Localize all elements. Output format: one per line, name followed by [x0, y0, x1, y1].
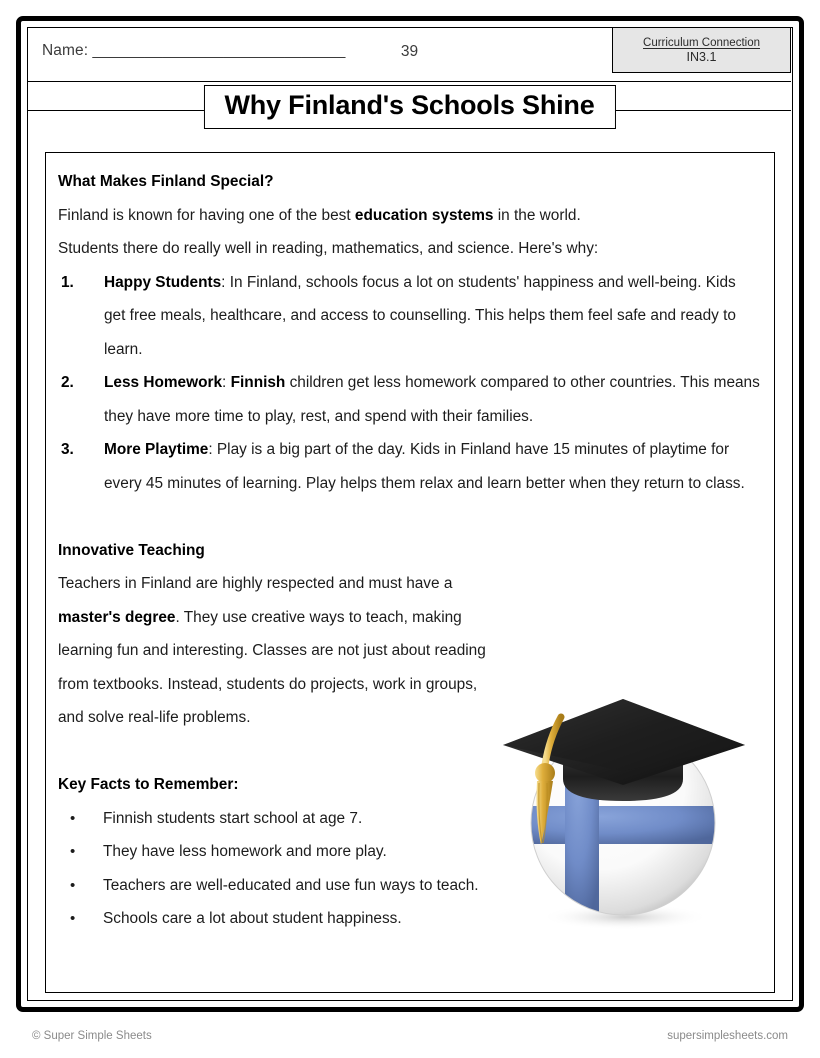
list-item-number: 2. [61, 374, 74, 391]
list-item-text: children get less homework compared to other countries. This means they have more time to play, rest, and spend with their families. [104, 374, 760, 425]
footer-website[interactable]: supersimplesheets.com [667, 1030, 788, 1042]
name-field-label[interactable]: Name: _____________________________ [42, 42, 346, 59]
section-heading-key-facts: Key Facts to Remember: [58, 776, 239, 793]
numbered-reasons-list [58, 266, 760, 501]
list-item-number: 1. [61, 273, 74, 291]
list-item [58, 266, 760, 367]
list-item [58, 902, 760, 936]
list-item-text: : Play is a big part of the day. Kids in Finland have 15 minutes of playtime for every 45 minutes of learning. Play helps them relax and learn better when they return to class. [104, 441, 745, 492]
teaching-p-bold: master's degree [58, 608, 176, 626]
list-item-mid-bold: Finnish [230, 374, 286, 391]
section-heading-what-makes-finland-special: What Makes Finland Special? [58, 173, 274, 190]
intro-p1-pre: Finland is known for having one of the best [58, 206, 355, 224]
list-item-lead: Less Homework [104, 374, 223, 391]
intro-p1-post: in the world. [493, 206, 581, 224]
intro-p1-bold: education systems [354, 206, 494, 224]
bullet-icon: • [70, 910, 76, 927]
curriculum-connection-code: IN3.1 [686, 49, 717, 64]
teaching-p-pre: Teachers in Finland are highly respected and must have a [58, 575, 453, 592]
list-item-text-pre: : [222, 374, 231, 391]
illustration-flow-spacer [515, 536, 760, 794]
title-band [28, 82, 791, 139]
bullet-icon: • [70, 843, 76, 860]
list-item-text: Finnish students start school at age 7. [103, 809, 363, 827]
page-number: 39 [400, 43, 419, 60]
worksheet-content-box [45, 152, 775, 993]
list-item-text: They have less homework and more play. [103, 843, 387, 860]
intro-paragraph-2: Students there do really well in reading, mathematics, and science. Here's why: [58, 240, 599, 257]
curriculum-connection-title: Curriculum Connection [643, 36, 760, 49]
list-item-text: : In Finland, schools focus a lot on students' happiness and well-being. Kids get free meals, healthcare, and access to counselling. This helps them feel safe and ready to learn. [104, 273, 736, 358]
list-item [58, 869, 760, 903]
list-item-text: Schools care a lot about student happiness. [103, 910, 402, 927]
list-item-lead: Happy Students [104, 273, 222, 291]
section-heading-innovative-teaching: Innovative Teaching [58, 541, 205, 559]
list-item-text: Teachers are well-educated and use fun ways to teach. [103, 876, 479, 894]
list-item [58, 835, 760, 869]
teaching-p-post: . They use creative ways to teach, making learning fun and interesting. Classes are not just about reading from textbooks. Instead, students do projects, work in groups, and solve real-life problems. [58, 608, 486, 726]
innovative-teaching-block [58, 534, 760, 936]
bullet-icon: • [70, 809, 76, 827]
list-item-number: 3. [61, 441, 74, 458]
list-item [58, 366, 760, 433]
key-facts-list [58, 802, 760, 936]
footer-copyright: © Super Simple Sheets [32, 1030, 152, 1042]
page-title: Why Finland's Schools Shine [203, 85, 615, 129]
page-footer [0, 1030, 820, 1052]
intro-paragraph-1 [58, 199, 760, 233]
curriculum-connection-badge [612, 28, 791, 73]
bullet-icon: • [70, 876, 76, 894]
list-item [58, 802, 760, 836]
section-spacer [58, 500, 760, 534]
list-item-lead: More Playtime [104, 441, 209, 458]
list-item [58, 433, 760, 500]
